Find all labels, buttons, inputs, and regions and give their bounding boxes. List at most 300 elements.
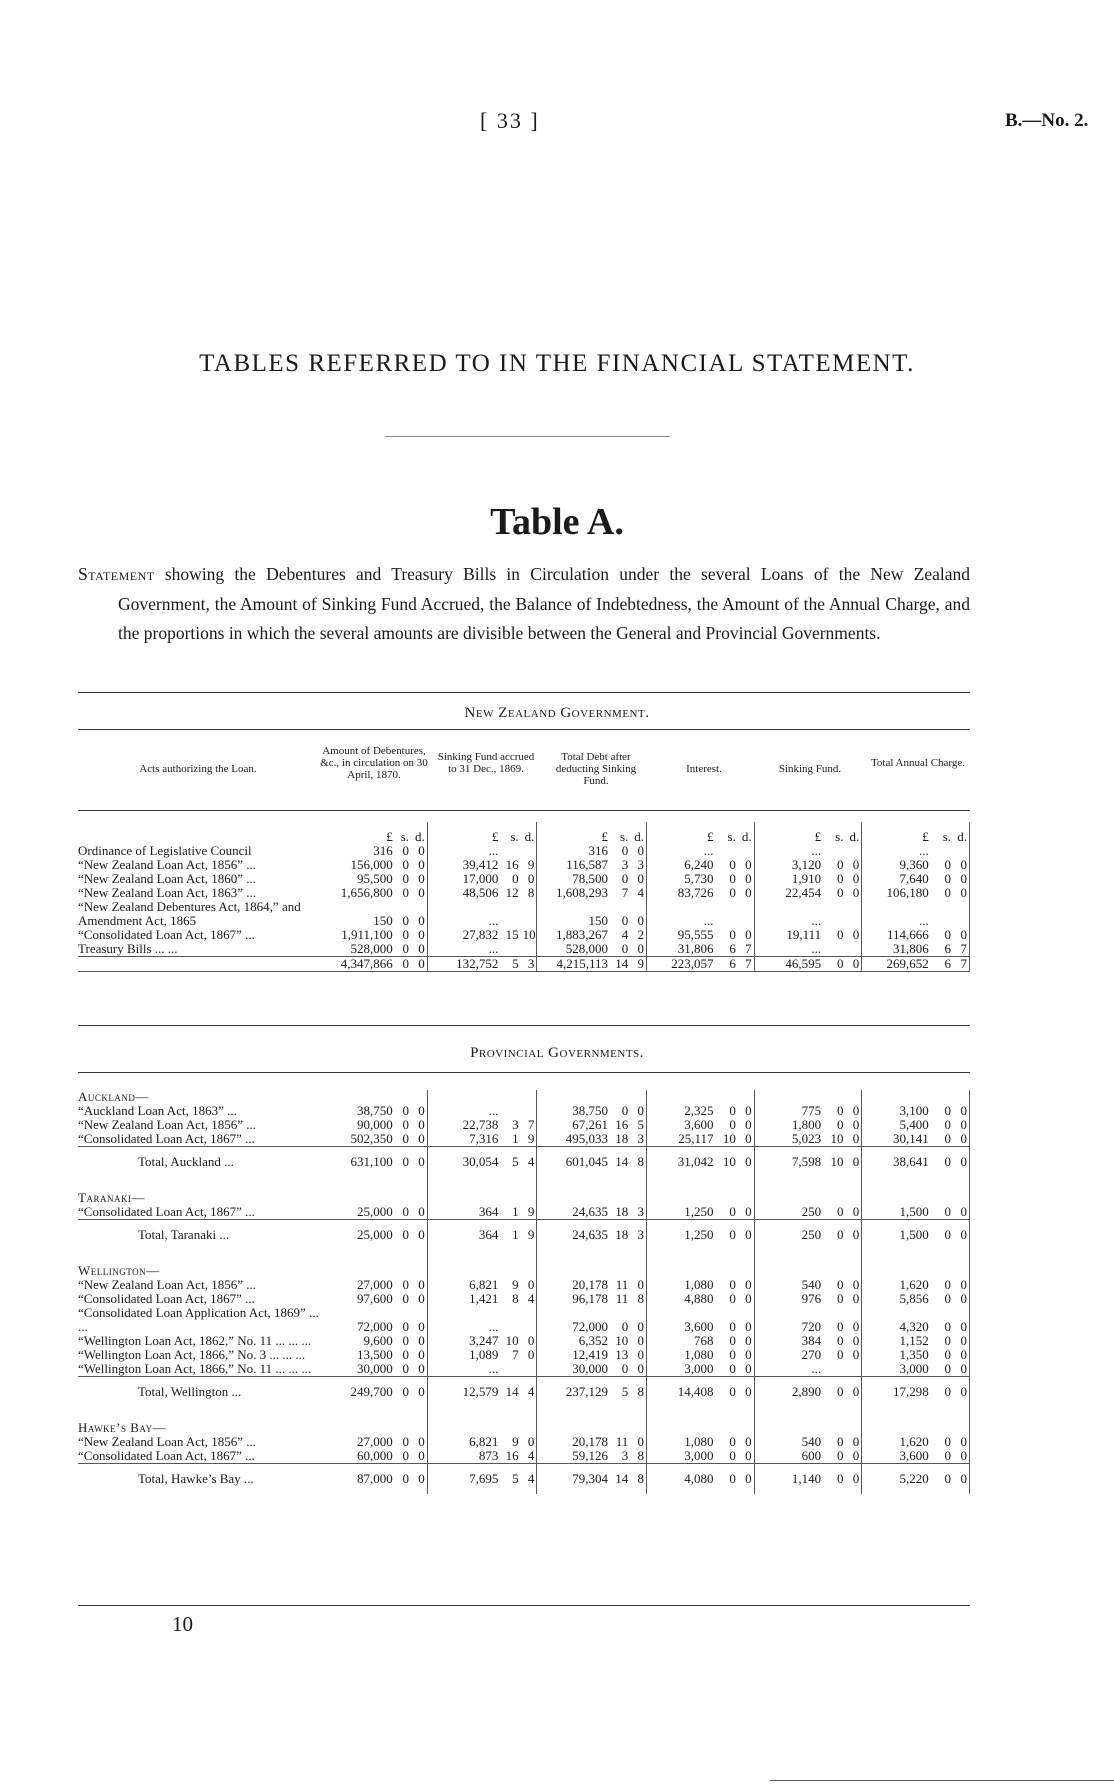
spacer-cell: [630, 1177, 646, 1205]
cell-pounds: 25,000: [322, 1220, 395, 1251]
spacer-cell: [716, 1407, 738, 1435]
cell-shillings: 6: [716, 957, 738, 972]
province-heading-row: [78, 1407, 970, 1435]
cell-pounds: 24,635: [572, 1204, 608, 1219]
cell-pounds: 95,500: [357, 871, 393, 886]
cell-pence: 0: [953, 1292, 969, 1306]
cell-pence: 8: [521, 886, 537, 900]
cell-pence: 0: [953, 1278, 969, 1292]
cell-shillings: 14: [610, 1147, 630, 1178]
cell-pence: 0: [411, 1132, 427, 1147]
cell-pence: [521, 900, 537, 928]
cell-shillings: 11: [615, 1291, 629, 1306]
cell-pence: 0: [953, 1118, 969, 1132]
spacer-cell: [716, 1250, 738, 1278]
cell-shillings: 0: [621, 1361, 629, 1376]
cell-pence: [738, 900, 754, 928]
spacer-cell: [521, 1250, 537, 1278]
cell-pence: 0: [845, 1348, 861, 1362]
cell-shillings: 1: [512, 1131, 519, 1146]
spacer-cell: [823, 1177, 845, 1205]
cell-pounds: 2,325: [684, 1103, 714, 1118]
cell-shillings: 0: [402, 1117, 410, 1132]
cell-shillings: 0: [836, 1319, 844, 1334]
cell-pence: 0: [953, 1147, 969, 1178]
cell-pounds: 540: [801, 1277, 822, 1292]
cell-pounds: 768: [694, 1333, 714, 1348]
cell-shillings: 13: [615, 1347, 629, 1362]
cell-shillings: 0: [944, 1333, 952, 1348]
cell-pounds: 1,080: [684, 1434, 714, 1449]
cell-shillings: 0: [823, 1464, 845, 1495]
table-row: [78, 1278, 970, 1292]
cell-pence: 0: [845, 1278, 861, 1292]
act-name: “New Zealand Loan Act, 1856” ...: [78, 1117, 256, 1132]
cell-shillings: 0: [931, 1220, 953, 1251]
act-name: “New Zealand Loan Act, 1856” ...: [78, 857, 256, 872]
cell-pence: 0: [411, 1220, 427, 1251]
cell-pence: 0: [630, 844, 646, 858]
cell-shillings: 7: [512, 1347, 519, 1362]
cell-pence: 0: [953, 1362, 969, 1377]
cell-pounds: 3,000: [684, 1448, 714, 1463]
cell-shillings: 14: [500, 1377, 520, 1408]
cell-pence: 4: [521, 1449, 537, 1464]
cell-pounds: 1,620: [899, 1277, 929, 1292]
cell-shillings: 0: [395, 1220, 411, 1251]
cell-pounds: 237,129: [537, 1377, 610, 1408]
cell-pence: 4: [630, 886, 646, 900]
spacer-cell: [862, 1177, 931, 1205]
cell-pounds: 364: [427, 1220, 500, 1251]
cell-shillings: 0: [729, 1333, 736, 1348]
spacer-cell: [862, 1407, 931, 1435]
cell-pence: [845, 1362, 861, 1377]
cell-pence: 0: [845, 1118, 861, 1132]
cell-pence: 8: [630, 1449, 646, 1464]
spacer-cell: [754, 1177, 823, 1205]
cell-shillings: 0: [395, 1377, 411, 1408]
unit-pence: d.: [845, 822, 861, 844]
cell-pounds: 17,298: [862, 1377, 931, 1408]
province-total-row: [78, 1377, 970, 1408]
cell-shillings: 0: [836, 1448, 844, 1463]
cell-pence: 0: [411, 1147, 427, 1178]
cell-pence: 0: [738, 1334, 754, 1348]
cell-pounds: 95,555: [677, 927, 714, 942]
cell-pounds: ...: [811, 1361, 822, 1376]
cell-shillings: 15: [505, 927, 519, 942]
statement-paragraph: [78, 560, 970, 649]
spacer-cell: [521, 1177, 537, 1205]
cell-pounds: 116,587: [566, 857, 608, 872]
cell-pounds: ...: [488, 843, 499, 858]
cell-pence: 0: [411, 1334, 427, 1348]
spacer-cell: [395, 1177, 411, 1205]
cell-pounds: 316: [373, 843, 393, 858]
spacer-cell: [537, 1407, 610, 1435]
cell-pence: 0: [630, 1306, 646, 1334]
cell-pence: [845, 942, 861, 957]
cell-pounds: ...: [703, 843, 714, 858]
spacer-cell: [630, 1090, 646, 1104]
cell-pounds: 384: [801, 1333, 822, 1348]
cell-pence: 0: [411, 1205, 427, 1220]
spacer-cell: [823, 1407, 845, 1435]
spacer-cell: [931, 1250, 953, 1278]
cell-pounds: 1,421: [469, 1291, 499, 1306]
nz-total-row: [78, 957, 970, 972]
cell-pounds: 3,600: [899, 1448, 929, 1463]
cell-shillings: 0: [402, 1277, 410, 1292]
unit-shilling: s.: [727, 829, 736, 844]
cell-shillings: 0: [823, 1220, 845, 1251]
cell-pounds: 1,152: [899, 1333, 929, 1348]
unit-shilling: s.: [835, 829, 844, 844]
cell-pence: 9: [521, 858, 537, 872]
cell-pence: 0: [411, 957, 427, 972]
spacer-cell: [845, 1407, 861, 1435]
cell-shillings: 14: [610, 957, 630, 972]
unit-shilling: s.: [400, 829, 410, 844]
cell-shillings: 0: [944, 1131, 952, 1146]
cell-shillings: 0: [716, 1464, 738, 1495]
cell-pounds: 79,304: [537, 1464, 610, 1495]
unit-pound: £: [386, 829, 393, 844]
cell-pence: [845, 844, 861, 858]
cell-pence: 0: [845, 1104, 861, 1118]
spacer-cell: [845, 1177, 861, 1205]
cell-pence: 0: [521, 1278, 537, 1292]
cell-pence: 0: [738, 1147, 754, 1178]
province-heading-row: [78, 1090, 970, 1104]
table-row: [78, 1292, 970, 1306]
cell-pence: 0: [845, 957, 861, 972]
spacer-cell: [738, 1407, 754, 1435]
cell-pounds: 4,215,113: [537, 957, 610, 972]
spacer-cell: [716, 1177, 738, 1205]
cell-shillings: 0: [836, 1277, 844, 1292]
cell-pence: 0: [845, 872, 861, 886]
cell-pounds: 269,652: [862, 957, 931, 972]
cell-pounds: ...: [918, 843, 929, 858]
cell-pence: 0: [738, 1306, 754, 1334]
cell-shillings: 0: [395, 957, 411, 972]
unit-pound: £: [601, 829, 608, 844]
cell-pence: 0: [411, 1118, 427, 1132]
spacer-cell: [411, 1250, 427, 1278]
spacer-cell: [610, 1090, 630, 1104]
cell-pence: 8: [630, 1147, 646, 1178]
spacer-cell: [411, 1407, 427, 1435]
cell-pounds: ...: [488, 941, 499, 956]
section-rule: [78, 692, 970, 693]
cell-pounds: 4,320: [899, 1319, 929, 1334]
cell-pence: 3: [630, 1132, 646, 1147]
unit-pence: d.: [953, 822, 969, 844]
cell-shillings: 0: [729, 1347, 736, 1362]
cell-pence: 9: [521, 1220, 537, 1251]
cell-pence: 0: [630, 1348, 646, 1362]
cell-pence: 0: [738, 1348, 754, 1362]
cell-pounds: 150: [588, 913, 608, 928]
spacer-cell: [322, 1090, 395, 1104]
cell-shillings: 10: [823, 1147, 845, 1178]
cell-pence: 0: [411, 844, 427, 858]
cell-pence: 0: [521, 1334, 537, 1348]
spacer-cell: [823, 1250, 845, 1278]
spacer-cell: [630, 1250, 646, 1278]
act-name: “Consolidated Loan Act, 1867” ...: [78, 927, 255, 942]
cell-pounds: 60,000: [357, 1448, 393, 1463]
spacer-cell: [862, 1250, 931, 1278]
cell-pounds: 3,000: [684, 1361, 714, 1376]
table-row: [78, 872, 970, 886]
cell-pounds: 528,000: [350, 941, 393, 956]
cell-shillings: 3: [621, 1448, 629, 1463]
act-name: “New Zealand Loan Act, 1856” ...: [78, 1277, 256, 1292]
cell-shillings: 10: [615, 1333, 629, 1348]
provincial-top-rule: [78, 1025, 970, 1026]
table-row: [78, 1435, 970, 1449]
cell-shillings: 0: [621, 1319, 629, 1334]
cell-pounds: 20,178: [572, 1277, 608, 1292]
cell-pounds: 540: [801, 1434, 822, 1449]
spacer-cell: [738, 1177, 754, 1205]
cell-shillings: 0: [402, 1448, 410, 1463]
cell-shillings: 0: [402, 1347, 410, 1362]
cell-shillings: 10: [830, 1131, 844, 1146]
cell-pounds: 22,738: [462, 1117, 499, 1132]
cell-pence: 0: [630, 1278, 646, 1292]
cell-shillings: 0: [402, 941, 410, 956]
cell-shillings: 0: [729, 871, 736, 886]
cell-pence: [521, 1104, 537, 1118]
table-row: [78, 886, 970, 900]
province-heading-row: [78, 1250, 970, 1278]
cell-shillings: 0: [729, 927, 736, 942]
cell-pounds: 5,400: [899, 1117, 929, 1132]
cell-shillings: 0: [836, 885, 844, 900]
cell-pounds: 1,911,100: [341, 927, 393, 942]
cell-shillings: 0: [729, 1117, 736, 1132]
cell-pounds: 24,635: [537, 1220, 610, 1251]
cell-pounds: 775: [801, 1103, 822, 1118]
spacer-cell: [610, 1407, 630, 1435]
cell-pence: 0: [411, 872, 427, 886]
cell-pounds: ...: [488, 1361, 499, 1376]
cell-pence: 0: [845, 1464, 861, 1495]
cell-pence: 0: [953, 886, 969, 900]
cell-shillings: 0: [944, 927, 952, 942]
spacer-cell: [427, 1250, 500, 1278]
cell-pounds: 27,832: [462, 927, 499, 942]
table-row: [78, 1334, 970, 1348]
cell-pounds: 5,220: [862, 1464, 931, 1495]
cell-pence: 0: [738, 1435, 754, 1449]
cell-shillings: 0: [944, 1448, 952, 1463]
spacer-cell: [500, 1250, 520, 1278]
units-row: [78, 822, 970, 844]
cell-pence: 0: [845, 1132, 861, 1147]
cell-pounds: 3,247: [469, 1333, 499, 1348]
cell-pence: 0: [953, 1435, 969, 1449]
table-row: [78, 1449, 970, 1464]
province-total-label: Total, Auckland ...: [78, 1147, 322, 1178]
cell-shillings: 0: [621, 941, 629, 956]
cell-shillings: 0: [402, 1333, 410, 1348]
cell-pence: 7: [953, 957, 969, 972]
act-name: “Consolidated Loan Act, 1867” ...: [78, 1448, 255, 1463]
cell-pence: 0: [630, 1435, 646, 1449]
cell-pence: 0: [738, 1132, 754, 1147]
spacer-cell: [610, 1177, 630, 1205]
cell-shillings: 10: [716, 1147, 738, 1178]
cell-shillings: 0: [729, 1434, 736, 1449]
cell-pence: 0: [845, 886, 861, 900]
spacer-cell: [427, 1407, 500, 1435]
act-name: “Auckland Loan Act, 1863” ...: [78, 1103, 237, 1118]
cell-shillings: 0: [836, 1117, 844, 1132]
cell-shillings: 0: [836, 857, 844, 872]
cell-pounds: 3,600: [684, 1319, 714, 1334]
cell-shillings: 0: [395, 1464, 411, 1495]
cell-pounds: 78,500: [572, 871, 608, 886]
cell-shillings: 0: [402, 913, 410, 928]
cell-pounds: 7,640: [899, 871, 929, 886]
cell-shillings: 0: [944, 857, 952, 872]
table-row: [78, 1306, 970, 1334]
province-heading: Taranaki—: [78, 1190, 145, 1205]
cell-pence: 0: [630, 1362, 646, 1377]
cell-pence: 0: [953, 1306, 969, 1334]
cell-pounds: 114,666: [886, 927, 929, 942]
act-name: “Consolidated Loan Act, 1867” ...: [78, 1291, 255, 1306]
act-name: “Consolidated Loan Act, 1867” ...: [78, 1131, 255, 1146]
spacer-cell: [427, 1090, 500, 1104]
cell-pounds: 1,350: [899, 1347, 929, 1362]
footer-number: 10: [172, 1612, 193, 1636]
cell-shillings: 0: [402, 1204, 410, 1219]
spacer-cell: [411, 1090, 427, 1104]
provincial-governments-table: [78, 1090, 970, 1494]
cell-pence: 0: [738, 928, 754, 942]
cell-pounds: 364: [478, 1204, 499, 1219]
cell-shillings: [931, 844, 953, 858]
cell-shillings: 0: [823, 1377, 845, 1408]
spacer-cell: [521, 1407, 537, 1435]
cell-shillings: 0: [402, 871, 410, 886]
cell-pounds: ...: [811, 941, 822, 956]
cell-shillings: [823, 844, 845, 858]
cell-pence: 0: [845, 1334, 861, 1348]
cell-pounds: 150: [373, 913, 393, 928]
cell-shillings: 0: [402, 927, 410, 942]
spacer-cell: [395, 1250, 411, 1278]
cell-pounds: 27,000: [357, 1277, 393, 1292]
cell-pounds: 97,600: [357, 1291, 393, 1306]
cell-pounds: 12,579: [427, 1377, 500, 1408]
cell-pounds: 38,750: [357, 1103, 393, 1118]
cell-shillings: 0: [944, 885, 952, 900]
cell-pence: 4: [521, 1292, 537, 1306]
cell-pence: 0: [845, 1449, 861, 1464]
cell-pounds: ...: [488, 1319, 499, 1334]
cell-shillings: 0: [836, 1291, 844, 1306]
statement-text: showing the Debentures and Treasury Bills in Circulation under the several Loans of the New Zealand Government, the Amount of Sinking Fund Accrued, the Balance of Indebtedness, the Amount of the Annual Charge, and the proportions in which the several amounts are divisible between the General and Provincial Governments.: [118, 564, 970, 643]
cell-shillings: 0: [823, 957, 845, 972]
cell-shillings: 0: [836, 871, 844, 886]
cell-shillings: [716, 844, 738, 858]
cell-pence: 3: [630, 1205, 646, 1220]
cell-pence: 0: [630, 1104, 646, 1118]
act-name: “New Zealand Loan Act, 1863” ...: [78, 885, 256, 900]
cell-shillings: 0: [402, 1103, 410, 1118]
cell-shillings: 18: [615, 1131, 629, 1146]
cell-shillings: 0: [944, 1434, 952, 1449]
cell-pence: 0: [630, 900, 646, 928]
cell-pence: 4: [521, 1377, 537, 1408]
spacer-cell: [647, 1177, 716, 1205]
cell-pounds: 1,140: [754, 1464, 823, 1495]
spacer-cell: [862, 1090, 931, 1104]
cell-pounds: 90,000: [357, 1117, 393, 1132]
cell-pounds: 5,023: [791, 1131, 822, 1146]
cell-shillings: 5: [500, 957, 520, 972]
cell-pounds: 1,910: [791, 871, 822, 886]
table-title: Table A.: [490, 501, 624, 543]
cell-pence: 9: [521, 1205, 537, 1220]
unit-pound: £: [707, 829, 714, 844]
spacer-cell: [395, 1407, 411, 1435]
cell-shillings: [500, 1104, 520, 1118]
cell-pence: 0: [738, 1464, 754, 1495]
spacer-cell: [537, 1250, 610, 1278]
cell-shillings: 0: [729, 1448, 736, 1463]
cell-pounds: 5,730: [684, 871, 714, 886]
cell-pounds: 1,080: [684, 1347, 714, 1362]
cell-pounds: 39,412: [462, 857, 499, 872]
table-row: [78, 1348, 970, 1362]
cell-pounds: 59,126: [572, 1448, 608, 1463]
cell-shillings: 0: [402, 1434, 410, 1449]
cell-shillings: 10: [722, 1131, 736, 1146]
cell-pounds: 9,360: [899, 857, 929, 872]
cell-pounds: 30,141: [892, 1131, 929, 1146]
cell-pence: 0: [953, 1104, 969, 1118]
act-name: “New Zealand Debentures Act, 1864,” and Amendment Act, 1865: [78, 899, 301, 928]
cell-pence: 0: [738, 1377, 754, 1408]
unit-shilling: s.: [510, 829, 519, 844]
spacer-cell: [395, 1090, 411, 1104]
header-acts: Acts authorizing the Loan.: [139, 763, 257, 775]
cell-shillings: 0: [402, 843, 410, 858]
cell-pounds: 4,080: [647, 1464, 716, 1495]
cell-pence: 10: [522, 927, 536, 942]
spacer-cell: [647, 1407, 716, 1435]
spacer-cell: [537, 1090, 610, 1104]
cell-shillings: 8: [512, 1291, 519, 1306]
cell-pounds: 7,695: [427, 1464, 500, 1495]
cell-pence: 0: [738, 1220, 754, 1251]
act-name: “New Zealand Loan Act, 1856” ...: [78, 1434, 256, 1449]
cell-pence: 0: [845, 1205, 861, 1220]
spacer-cell: [754, 1407, 823, 1435]
cell-shillings: 0: [729, 1103, 736, 1118]
cell-pence: 4: [521, 1147, 537, 1178]
cell-pounds: 1,080: [684, 1277, 714, 1292]
cell-pounds: 27,000: [357, 1434, 393, 1449]
